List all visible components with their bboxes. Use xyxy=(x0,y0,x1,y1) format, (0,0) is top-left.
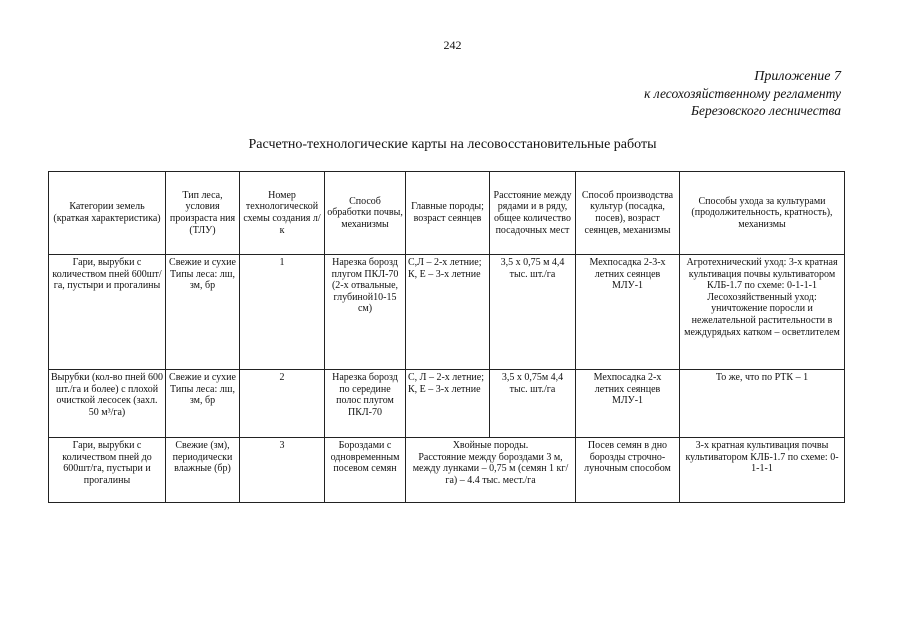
header-production-method: Способ производства культур (посадка, посев), возраст сеянцев, механизмы xyxy=(576,172,680,255)
care-silvicultural: Лесохозяйственный уход: уничтожение поросли и нежелательной растительности в междурядьях катком – осветлителем xyxy=(684,291,840,338)
table-header-row xyxy=(49,172,845,255)
care-agrotechnical: Агротехнический уход: 3-х кратная культивация почвы культиватором КЛБ-1.7 по схеме: 0-1-1-1 xyxy=(686,257,838,292)
cell-species-and-spacing xyxy=(406,438,576,503)
cell-production-method: Мехпосадка 2-3-х летних сеянцев МЛУ-1 xyxy=(576,255,680,370)
document-title: Расчетно-технологические карты на лесовосстановительные работы xyxy=(248,137,657,152)
technology-cards-table xyxy=(48,171,845,503)
cell-forest-type: Свежие (зм), периодически влажные (бр) xyxy=(166,438,240,503)
cell-scheme-number: 1 xyxy=(240,255,325,370)
cell-main-species: С,Л – 2-х летние; К, Е – 3-х летние xyxy=(406,255,490,370)
cell-care-methods: То же, что по РТК – 1 xyxy=(680,370,845,438)
table-row xyxy=(49,255,845,370)
appendix-line-2: к лесохозяйственному регламенту xyxy=(644,86,841,101)
cell-scheme-number: 3 xyxy=(240,438,325,503)
header-main-species: Главные породы; возраст сеянцев xyxy=(406,172,490,255)
cell-land-category: Гари, вырубки с количеством пней до 600шт/га, пустыри и прогалины xyxy=(49,438,166,503)
cell-soil-treatment: Бороздами с одновременным посевом семян xyxy=(325,438,406,503)
table-row xyxy=(49,438,845,503)
cell-land-category: Гари, вырубки с количеством пней 600шт/га, пустыри и прогалины xyxy=(49,255,166,370)
appendix-line-3: Березовского лесничества xyxy=(691,103,841,118)
header-care-methods: Способы ухода за культурами (продолжительность, кратность), механизмы xyxy=(680,172,845,255)
cell-care-methods xyxy=(680,255,845,370)
cell-land-category: Вырубки (кол-во пней 600 шт./га и более) с плохой очисткой лесосек (захл. 50 м³/га) xyxy=(49,370,166,438)
header-forest-type: Тип леса, условия произраста ния (ТЛУ) xyxy=(166,172,240,255)
table-row xyxy=(49,370,845,438)
cell-forest-type: Свежие и сухие Типы леса: лш, зм, бр xyxy=(166,370,240,438)
merged-species: Хвойные породы. xyxy=(452,440,529,451)
header-land-category: Категории земель (краткая характеристика) xyxy=(49,172,166,255)
cell-spacing: 3,5 х 0,75 м 4,4 тыс. шт./га xyxy=(490,255,576,370)
appendix-caption xyxy=(644,68,841,119)
header-spacing: Расстояние между рядами и в ряду, общее количество посадочных мест xyxy=(490,172,576,255)
cell-soil-treatment: Нарезка борозд по середине полос плугом ПКЛ-70 xyxy=(325,370,406,438)
header-soil-treatment: Способ обработки почвы, механизмы xyxy=(325,172,406,255)
cell-spacing: 3,5 х 0,75м 4,4 тыс. шт./га xyxy=(490,370,576,438)
merged-spacing: Расстояние между бороздами 3 м, между лунками – 0,75 м (семян 1 кг/га) – 4.4 тыс. мест./га xyxy=(412,451,569,486)
cell-main-species: С, Л – 2-х летние; К, Е – 3-х летние xyxy=(406,370,490,438)
appendix-line-1: Приложение 7 xyxy=(754,69,841,84)
header-scheme-number: Номер технологической схемы создания л/к xyxy=(240,172,325,255)
page-number: 242 xyxy=(443,38,462,52)
cell-care-methods: 3-х кратная культивация почвы культиватором КЛБ-1.7 по схеме: 0-1-1-1 xyxy=(680,438,845,503)
cell-production-method: Мехпосадка 2-х летних сеянцев МЛУ-1 xyxy=(576,370,680,438)
cell-production-method: Посев семян в дно борозды строчно-луночным способом xyxy=(576,438,680,503)
cell-forest-type: Свежие и сухие Типы леса: лш, зм, бр xyxy=(166,255,240,370)
cell-scheme-number: 2 xyxy=(240,370,325,438)
cell-soil-treatment: Нарезка борозд плугом ПКЛ-70 (2-х отвальные, глубиной10-15 см) xyxy=(325,255,406,370)
